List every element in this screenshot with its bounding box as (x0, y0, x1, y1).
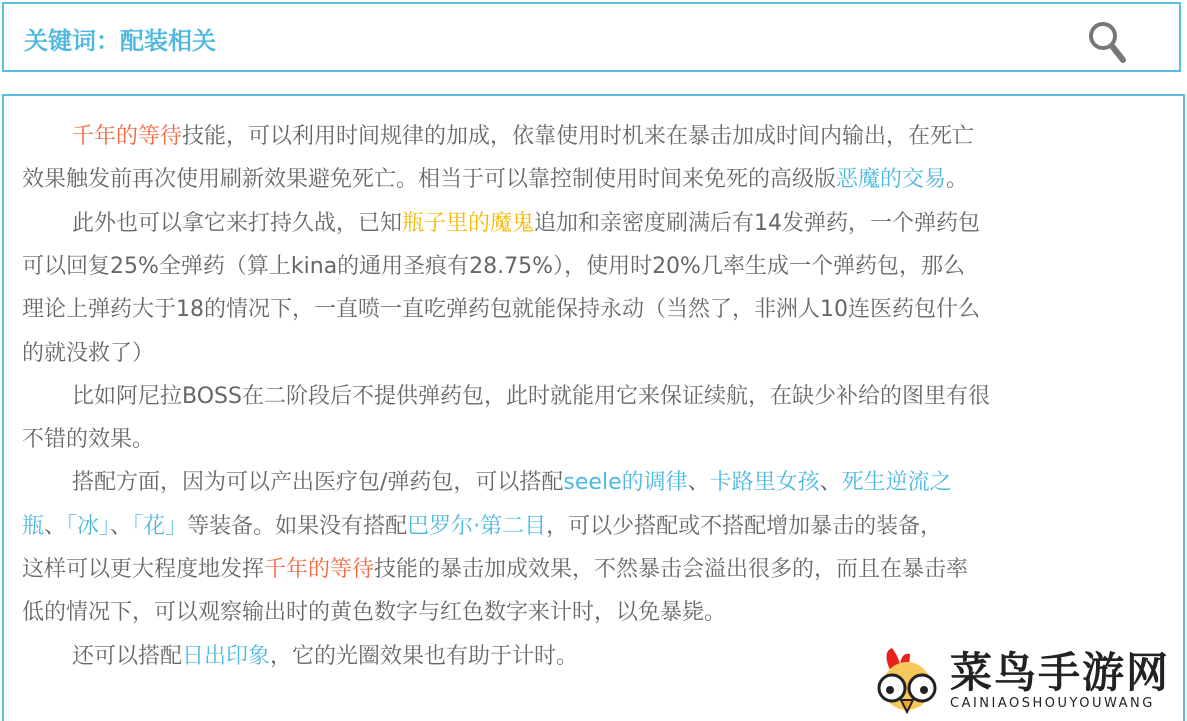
text-line (22, 165, 968, 195)
text-segment: 追加和亲密度刷满后有14发弹药，一个弹药包 (534, 210, 981, 236)
text-segment: ，它的光圈效果也有助于计时。 (270, 643, 579, 669)
text-segment: 、 (110, 513, 133, 539)
text-line (72, 122, 974, 152)
text-line (22, 339, 154, 369)
chick-mascot-icon (870, 642, 945, 717)
text-segment: 不错的效果。 (22, 427, 155, 453)
text-segment: 搭配方面，因为可以产出医疗包/弹药包，可以搭配 (72, 470, 564, 496)
text-segment: 的就没救了） (22, 340, 155, 366)
keyword-link[interactable]: 恶魔的交易 (836, 167, 947, 193)
text-line (22, 512, 942, 542)
keyword-link[interactable]: 瓶子里的魔鬼 (402, 210, 535, 236)
text-line (72, 642, 578, 672)
search-icon[interactable] (1087, 20, 1127, 64)
keyword-link[interactable]: 巴罗尔·第二目 (407, 513, 547, 539)
text-segment: 技能的暴击加成效果，不然暴击会溢出很多的，而且在暴击率 (374, 557, 969, 582)
text-segment: 比如阿尼拉BOSS在二阶段后不提供弹药包，此时就能用它来保证续航，在缺少补给的图里有很 (72, 383, 990, 409)
keyword-bar (2, 2, 1181, 72)
text-line (72, 468, 952, 498)
text-segment: 效果触发前再次使用刷新效果避免死亡。相当于可以靠控制使用时间来免死的高级版 (22, 167, 837, 193)
text-line (22, 252, 965, 282)
text-segment: 、 (687, 470, 710, 496)
text-segment: 。 (946, 167, 969, 193)
text-line (22, 598, 726, 628)
text-line (22, 425, 154, 455)
keyword-link[interactable]: 「冰」 (66, 513, 111, 539)
text-line (72, 382, 990, 412)
text-segment: 可以回复25%全弹药（算上kina的通用圣痕有28.75%），使用时20%几率生成一个弹药包，那么 (22, 253, 965, 279)
keyword-label: 关键词：配装相关 (24, 27, 216, 55)
keyword-link[interactable]: 瓶 (22, 513, 45, 539)
keyword-link[interactable]: 千年的等待 (264, 557, 375, 582)
text-segment: 此外也可以拿它来打持久战，已知 (72, 210, 403, 236)
keyword-link[interactable]: 死生逆流之 (841, 470, 952, 496)
text-segment: 理论上弹药大于18的情况下，一直喷一直吃弹药包就能保持永动（当然了，非洲人10连医药包什么 (22, 297, 980, 323)
keyword-link[interactable]: 日出印象 (182, 643, 271, 669)
text-segment: ，可以少搭配或不搭配增加暴击的装备， (546, 513, 943, 539)
text-segment: 这样可以更大程度地发挥 (22, 557, 265, 582)
keyword-link[interactable]: 「花」 (132, 513, 188, 539)
text-segment: 还可以搭配 (72, 643, 183, 669)
text-line (72, 209, 980, 239)
text-line (22, 295, 980, 325)
text-segment: 等装备。如果没有搭配 (187, 513, 408, 539)
text-segment: 、 (819, 470, 842, 496)
site-logo (870, 640, 1170, 720)
keyword-link[interactable]: seele的调律 (563, 470, 688, 496)
logo-subtext: CAINIAOSHOUYOUWANG (950, 696, 1155, 711)
text-line (22, 555, 968, 585)
keyword-link[interactable]: 千年的等待 (72, 124, 183, 149)
logo-text: 菜鸟手游网 (950, 648, 1171, 697)
keyword-link[interactable]: 卡路里女孩 (709, 470, 820, 496)
text-segment: 技能，可以利用时间规律的加成，依靠使用时机来在暴击加成时间内输出，在死亡 (182, 124, 975, 149)
text-segment: 低的情况下，可以观察输出时的黄色数字与红色数字来计时，以免暴毙。 (22, 600, 727, 626)
text-segment: 、 (44, 513, 67, 539)
